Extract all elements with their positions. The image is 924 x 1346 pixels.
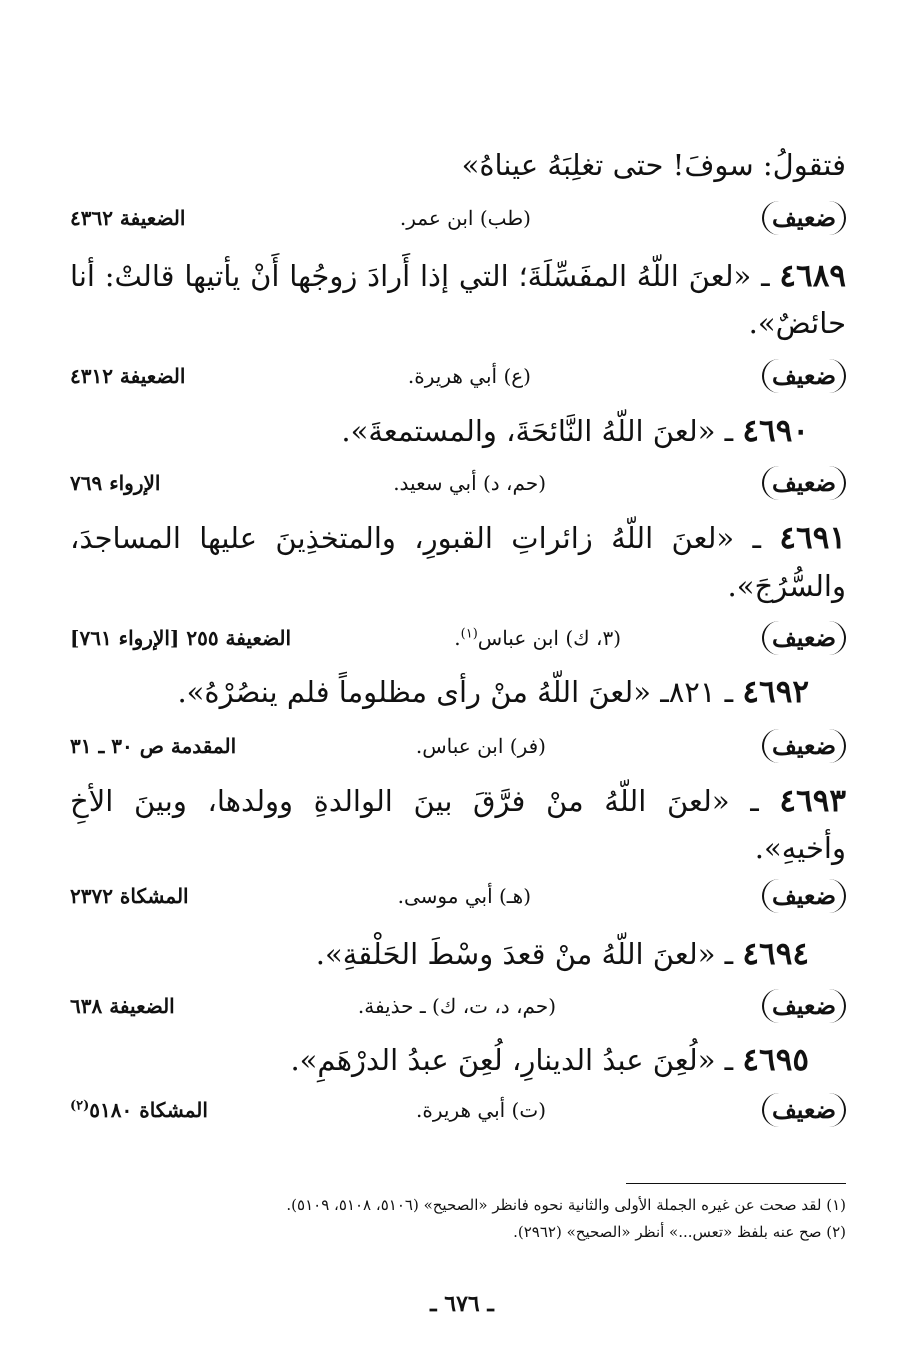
reference-text: الضعيفة ٤٣١٢: [70, 364, 186, 388]
hadith-text: وأخيهِ».: [754, 831, 846, 865]
footnote: (٢) صح عنه بلفظ «تعس...» أنظر «الصحيح» (٢٩٦٢).: [513, 1223, 846, 1241]
hadith-line: [70, 411, 809, 451]
hadith-number: ٤٦٩٢: [742, 674, 809, 710]
hadith-line: [70, 828, 846, 868]
reference-text: المشكاة ٢٣٧٢: [70, 884, 189, 908]
source-text: (فر) ابن عباس.: [415, 734, 546, 758]
hadith-line: [70, 934, 809, 974]
footnote: (١) لقد صحت عن غيره الجملة الأولى والثانية نحوه فانظر «الصحيح» (٥١٠٦، ٥١٠٨، ٥١٠٩).: [286, 1196, 846, 1214]
continuation-text: فتقولُ: سوفَ! حتى تغلِبَهُ عيناهُ»: [461, 148, 846, 182]
grade-row: [70, 463, 846, 503]
reference-text: الإرواء ٧٦٩: [70, 471, 161, 495]
hadith-line: [70, 303, 846, 343]
hadith-text: ـ «لعنَ اللّهُ زائراتِ القبورِ، والمتخذِينَ عليها المساجدَ،: [70, 521, 762, 555]
hadith-number: ٤٦٩٣: [779, 783, 846, 819]
hadith-line: [70, 1040, 809, 1080]
grade-label: ضعيف: [762, 879, 846, 913]
grade-label: ضعيف: [762, 729, 846, 763]
reference-text: الضعيفة ٤٣٦٢: [70, 206, 186, 230]
reference-text: الضعيفة ٦٣٨: [70, 994, 175, 1018]
reference-text: [70, 1098, 208, 1122]
hadith-text: ـ «لعنَ اللّهُ منْ فرَّقَ بينَ الوالدةِ وولدها، وبينَ الأخِ: [70, 784, 759, 818]
hadith-number: ٤٦٩٥: [742, 1042, 809, 1078]
hadith-text: ـ «لعنَ اللّهُ المفَسِّلَةَ؛ التي إذا أَرادَ زوجُها أَنْ يأتيها قالتْ: أنا: [70, 259, 770, 293]
grade-row: [70, 198, 846, 238]
grade-row: [70, 1090, 846, 1130]
source-text: (٣، ك) ابن عباس: [477, 626, 621, 650]
source-text: (ت) أبي هريرة.: [416, 1098, 546, 1122]
page-number: ـ ٦٧٦ ـ: [430, 1291, 494, 1317]
reference-text: المقدمة ص ٣٠ ـ ٣١: [70, 734, 237, 758]
hadith-line: [70, 256, 846, 296]
grade-row: [70, 986, 846, 1026]
grade-label: ضعيف: [762, 989, 846, 1023]
grade-row: [70, 356, 846, 396]
hadith-number: ٤٦٩١: [779, 520, 846, 556]
continuation-line: [70, 145, 846, 185]
source-text: (حم، د) أبي سعيد.: [393, 471, 546, 495]
grade-label: ضعيف: [762, 466, 846, 500]
footnote-divider: [626, 1183, 846, 1184]
grade-label: ضعيف: [762, 359, 846, 393]
reference-text: المشكاة ٥١٨٠: [89, 1098, 208, 1122]
hadith-text: ـ ٨٢١ـ «لعنَ اللّهُ منْ رأى مظلوماً فلم ينصُرْهُ».: [177, 675, 734, 709]
hadith-number: ٤٦٨٩: [779, 258, 847, 294]
hadith-text: ـ «لعنَ اللّهُ منْ قعدَ وسْطَ الحَلْقةِ».: [315, 937, 734, 971]
source-text: (ع) أبي هريرة.: [407, 364, 531, 388]
hadith-line: [70, 781, 846, 821]
source-text: (حم، د، ت، ك) ـ حذيفة.: [357, 994, 556, 1018]
grade-row: [70, 618, 846, 658]
hadith-text: حائضٌ».: [748, 306, 846, 340]
hadith-text: ـ «لُعِنَ عبدُ الدينارِ، لُعِنَ عبدُ الدرْهَمِ».: [290, 1043, 734, 1077]
hadith-text: والسُّرُجَ».: [727, 569, 846, 603]
hadith-line: [70, 566, 846, 606]
footnote-marker: (٢): [70, 1098, 90, 1114]
footnote-marker: (١): [460, 626, 478, 642]
hadith-number: ٤٦٩٠: [742, 413, 809, 449]
hadith-text: ـ «لعنَ اللّهُ النَّائحَةَ، والمستمعةَ».: [341, 414, 734, 448]
reference-text: الضعيفة ٢٥٥ [الإرواء ٧٦١]: [70, 626, 292, 650]
source-text: (طب) ابن عمر.: [399, 206, 531, 230]
hadith-line: [70, 518, 846, 558]
grade-label: ضعيف: [762, 1093, 846, 1127]
grade-row: [70, 876, 846, 916]
source-text: (هـ) أبي موسى.: [397, 884, 531, 908]
grade-label: ضعيف: [762, 621, 846, 655]
source-text: (٣، ك) ابن عباس$^{(١)}$.: [454, 626, 621, 650]
hadith-line: [70, 672, 809, 712]
hadith-number: ٤٦٩٤: [742, 936, 809, 972]
grade-label: ضعيف: [762, 201, 846, 235]
grade-row: [70, 726, 846, 766]
